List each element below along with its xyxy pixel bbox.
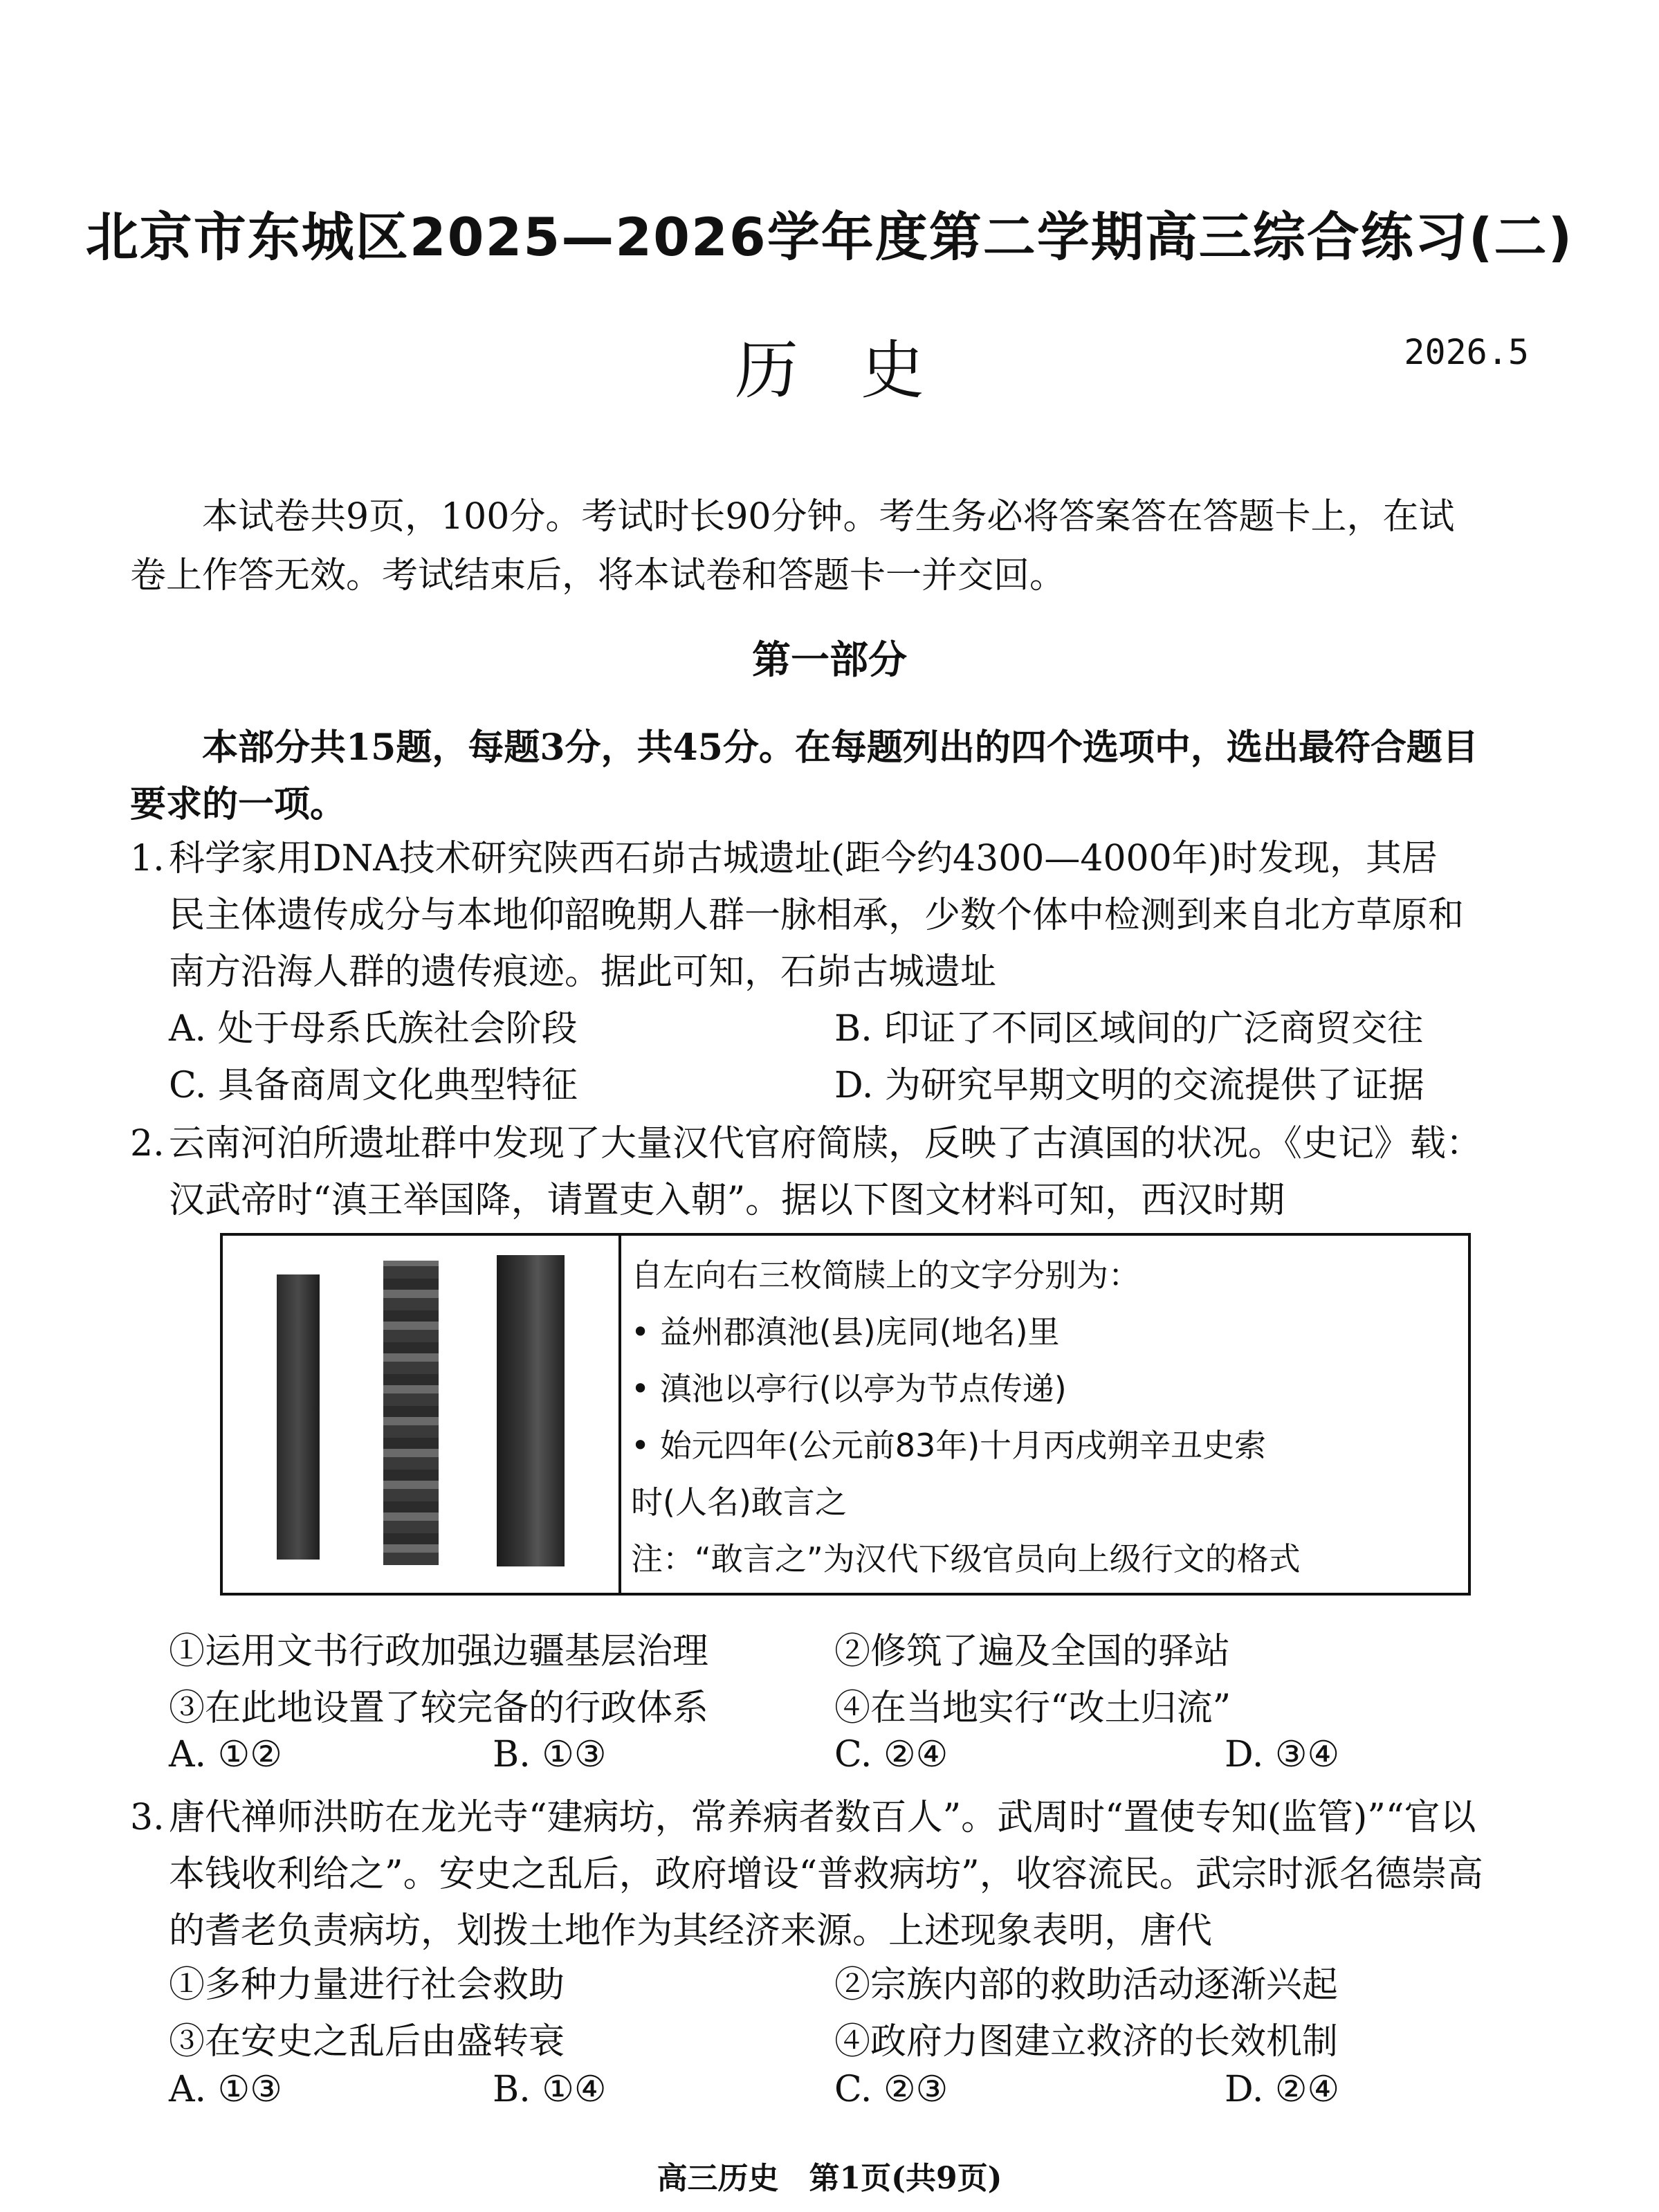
option-a: A. 处于母系氏族社会阶段 [169,1008,578,1050]
question-text-line: 云南河泊所遗址群中发现了大量汉代官府简牍，反映了古滇国的状况。《史记》载： [169,1123,1483,1164]
part-intro-line-1: 本部分共15题，每题3分，共45分。在每题列出的四个选项中，选出最符合题目 [202,726,1478,769]
statement-4: ④政府力图建立救济的长效机制 [834,2021,1339,2063]
option-d: D. ②④ [1225,2069,1340,2110]
option-d: D. ③④ [1225,1734,1340,1775]
instructions-line-2: 卷上作答无效。考试结束后，将本试卷和答题卡一并交回。 [130,555,1066,596]
bamboo-slip-image [497,1255,565,1566]
statement-2: ②宗族内部的救助活动逐渐兴起 [834,1964,1339,2006]
option-c: C. ②③ [834,2069,948,2110]
option-b: B. 印证了不同区域间的广泛商贸交往 [834,1008,1424,1050]
statement-1: ①多种力量进行社会救助 [169,1964,565,2006]
figure-note: 注：“敢言之”为汉代下级官员向上级行文的格式 [631,1540,1301,1578]
option-c: C. 具备商周文化典型特征 [169,1065,578,1106]
option-b: B. ①③ [493,1734,607,1775]
bamboo-slips-figure [220,1233,1471,1596]
question-text-line: 的耆老负责病坊，划拨土地作为其经济来源。上述现象表明，唐代 [169,1910,1213,1952]
part-heading: 第一部分 [752,638,907,683]
statement-2: ②修筑了遍及全国的驿站 [834,1631,1231,1672]
question-text-line: 本钱收利给之”。安史之乱后，政府增设“普救病坊”，收容流民。武宗时派名德崇高 [169,1854,1483,1895]
statement-3: ③在此地设置了较完备的行政体系 [169,1688,709,1729]
option-a: A. ①② [169,1734,282,1775]
figure-text-line: 自左向右三枚简牍上的文字分别为： [631,1256,1140,1294]
figure-text-line: • 益州郡滇池(县)庑同(地名)里 [631,1313,1060,1351]
option-a: A. ①③ [169,2069,282,2110]
figure-text-line: 时(人名)敢言之 [631,1483,847,1521]
part-intro-line-2: 要求的一项。 [130,783,347,825]
question-text-line: 科学家用DNA技术研究陕西石峁古城遗址(距今约4300—4000年)时发现，其居 [169,838,1438,879]
statement-4: ④在当地实行“改土归流” [834,1688,1231,1729]
question-text-line: 汉武帝时“滇王举国降，请置吏入朝”。据以下图文材料可知，西汉时期 [169,1180,1285,1221]
option-d: D. 为研究早期文明的交流提供了证据 [834,1065,1424,1106]
bamboo-slip-image [383,1261,439,1565]
question-1 [130,830,1534,1000]
figure-text-line: • 始元四年(公元前83年)十月丙戌朔辛丑史索 [631,1427,1267,1464]
instructions-line-1: 本试卷共9页，100分。考试时长90分钟。考生务必将答案答在答题卡上，在试 [202,496,1455,538]
exam-title: 北京市东城区2025—2026学年度第二学期高三综合练习(二) [85,206,1574,268]
question-text-line: 南方沿海人群的遗传痕迹。据此可知，石峁古城遗址 [169,951,997,993]
question-2 [130,1115,1534,1229]
bamboo-slip-image [277,1274,320,1560]
question-number: 2. [130,1123,165,1164]
bamboo-slips-photo [223,1236,621,1593]
slip-transcription [631,1247,1454,1587]
question-3 [130,1789,1534,1959]
figure-text-line: • 滇池以亭行(以亭为节点传递) [631,1370,1067,1407]
question-text-line: 民主体遗传成分与本地仰韶晚期人群一脉相承，少数个体中检测到来自北方草原和 [169,895,1465,936]
question-number: 3. [130,1797,165,1838]
statement-1: ①运用文书行政加强边疆基层治理 [169,1631,709,1672]
exam-date: 2026.5 [1404,332,1529,372]
subject-title: 历史 [734,333,987,408]
question-text-line: 唐代禅师洪昉在龙光寺“建病坊，常养病者数百人”。武周时“置使专知(监管)”“官以 [169,1797,1476,1838]
option-b: B. ①④ [493,2069,607,2110]
page-footer: 高三历史 第1页(共9页) [657,2161,1002,2196]
option-c: C. ②④ [834,1734,948,1775]
statement-3: ③在安史之乱后由盛转衰 [169,2021,565,2063]
question-number: 1. [130,838,165,879]
